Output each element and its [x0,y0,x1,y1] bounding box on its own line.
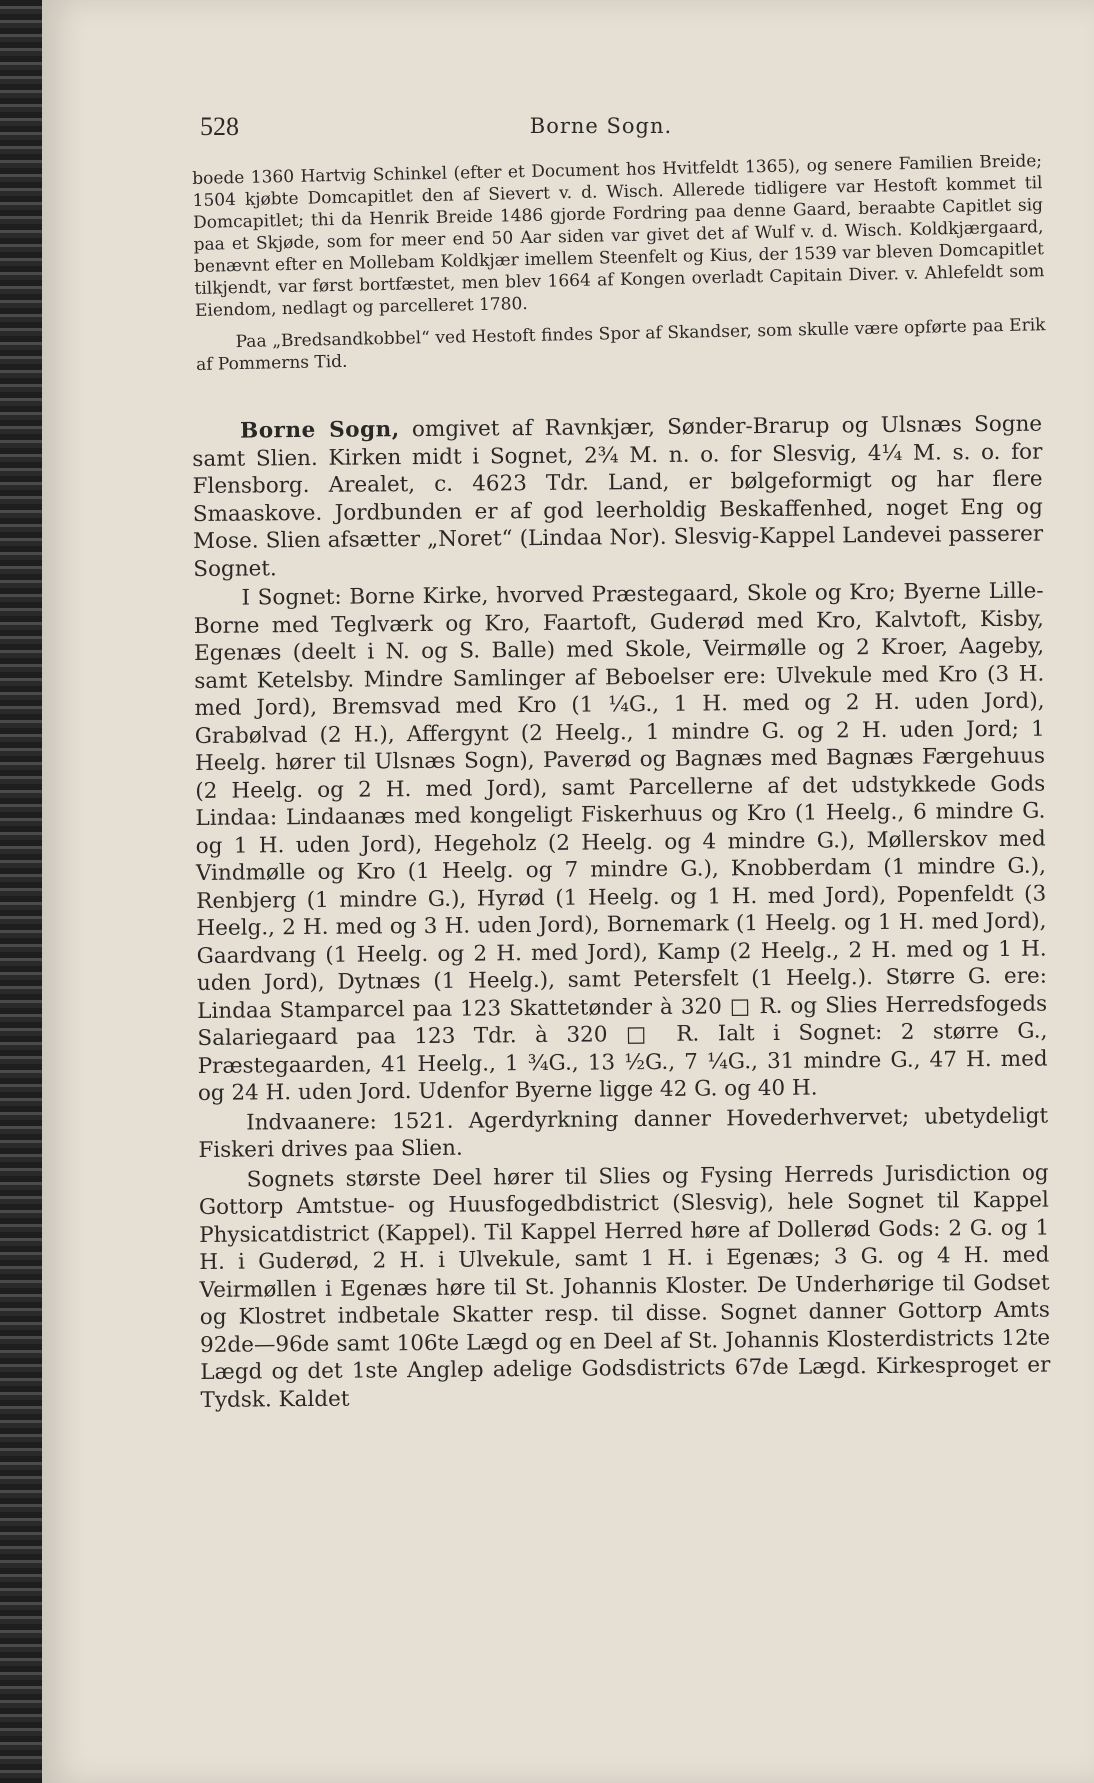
book-page [42,0,1094,1783]
page-number: 528 [200,112,239,141]
intro-paragraph: boede 1360 Hartvig Schinkel (efter et Document hos Hvitfeldt 1365), og senere Familien Breide; 1504 kjøbte Domcapitlet den af Sievert v. d. Wisch. Allerede tidligere var Hestoft kommet til Domcapitlet; thi da Henrik Breide 1486 gjorde Fordring paa denne Gaard, beraabte Capitlet sig paa et Skjøde, som for meer end 50 Aar siden var givet det af Wulf v. d. Wisch. Koldkjærgaard, benævnt efter en Mollebam Koldkjær imellem Steenfelt og Kius, der 1539 var bleven Domcapitlet tilkjendt, var først bortfæstet, men blev 1664 af Kongen overladt Capitain Diver. v. Ahlefeldt som Eiendom, nedlagt og parcelleret 1780. [192,151,1045,321]
population-paragraph: Indvaanere: 1521. Agerdyrkning danner Hovederhvervet; ubetydeligt Fiskeri drives paa Slien. [198,1103,1049,1163]
main-section [192,411,1051,1416]
parish-intro-text: omgivet af Ravnkjær, Sønder-Brarup og Ulsnæs Sogne samt Slien. Kirken midt i Sognet, 2¾ M. n. o. for Slesvig, 4¼ M. s. o. for Flensborg. Arealet, c. 4623 Tdr. Land, er bølgeformigt og har flere Smaaskove. Jordbunden er af god leerholdig Beskaffenhed, noget Eng og Mose. Slien afsætter „Noret“ (Lindaa Nor). Slesvig-Kappel Landevei passerer Sognet. [192,411,1044,582]
intro-section [192,150,1046,386]
page-header [200,112,1002,152]
running-head: Borne Sogn. [529,114,673,138]
jurisdiction-paragraph: Sognets største Deel hører til Slies og Fysing Herreds Jurisdiction og Gottorp Amtstue- og Huusfogedbdistrict (Slesvig), hele Sognet til Kappel Physicatdistrict (Kappel). Til Kappel Herred høre af Dollerød Gods: 2 G. og 1 H. i Guderød, 2 H. i Ulvekule, samt 1 H. i Egenæs; 3 G. og 4 H. med Veirmøllen i Egenæs høre til St. Johannis Kloster. De Underhørige til Godset og Klostret indbetale Skatter resp. til disse. Sognet danner Gottorp Amts 92de—96de samt 106te Lægd og en Deel af St. Johannis Klosterdistricts 12te Lægd og det 1ste Anglер adelige Godsdistricts 67de Lægd. Kirkesproget er Tydsk. Kaldet [198,1160,1051,1413]
book-binding-edge [0,0,42,1783]
parish-intro-paragraph [192,411,1043,583]
parish-heading: Borne Sogn, [240,417,400,444]
intro-paragraph-note: Paa „Bredsandkobbel“ ved Hestoft findes Spor af Skandser, som skulle være opførte paa Erik af Pommerns Tid. [195,315,1046,375]
settlements-paragraph: I Sognet: Borne Kirke, hvorved Præstegaard, Skole og Kro; Byerne Lille-Borne med Teglværk og Kro, Faartoft, Guderød med Kro, Kalvtoft, Kisby, Egenæs (deelt i N. og S. Balle) med Skole, Veirmølle og 2 Kroer, Aageby, samt Ketelsby. Mindre Samlinger af Beboelser ere: Ulvekule med Kro (3 H. med Jord), Bremsvad med Kro (1 ¼G., 1 H. med og 2 H. uden Jord), Grabølvad (2 H.), Affergynt (2 Heelg., 1 mindre G. og 2 H. uden Jord; 1 Heelg. hører til Ulsnæs Sogn), Paverød og Bagnæs med Bagnæs Færgehuus (2 Heelg. og 2 H. med Jord), samt Parcellerne af det udstykkede Gods Lindaa: Lindaanæs med kongeligt Fiskerhuus og Kro (1 Heelg., 6 mindre G. og 1 H. uden Jord), Hegeholz (2 Heelg. og 4 mindre G.), Møllerskov med Vindmølle og Kro (1 Heelg. og 7 mindre G.), Knobberdam (1 mindre G.), Renbjerg (1 mindre G.), Hyrød (1 Heelg. og 1 H. med Jord), Popenfeldt (3 Heelg., 2 H. med og 3 H. uden Jord), Bornemark (1 Heelg. og 1 H. med Jord), Gaardvang (1 Heelg. og 2 H. med Jord), Kamp (2 Heelg., 2 H. med og 1 H. uden Jord), Dytnæs (1 Heelg.), samt Petersfelt (1 Heelg.). Større G. ere: Lindaa Stamparcel paa 123 Skattetønder à 320 □ R. og Slies Herredsfogeds Salariegaard paa 123 Tdr. à 320 □ R. Ialt i Sognet: 2 større G., Præstegaarden, 41 Heelg., 1 ¾G., 13 ½G., 7 ¼G., 31 mindre G., 47 H. med og 24 H. uden Jord. Udenfor Byerne ligge 42 G. og 40 H. [193,578,1048,1106]
